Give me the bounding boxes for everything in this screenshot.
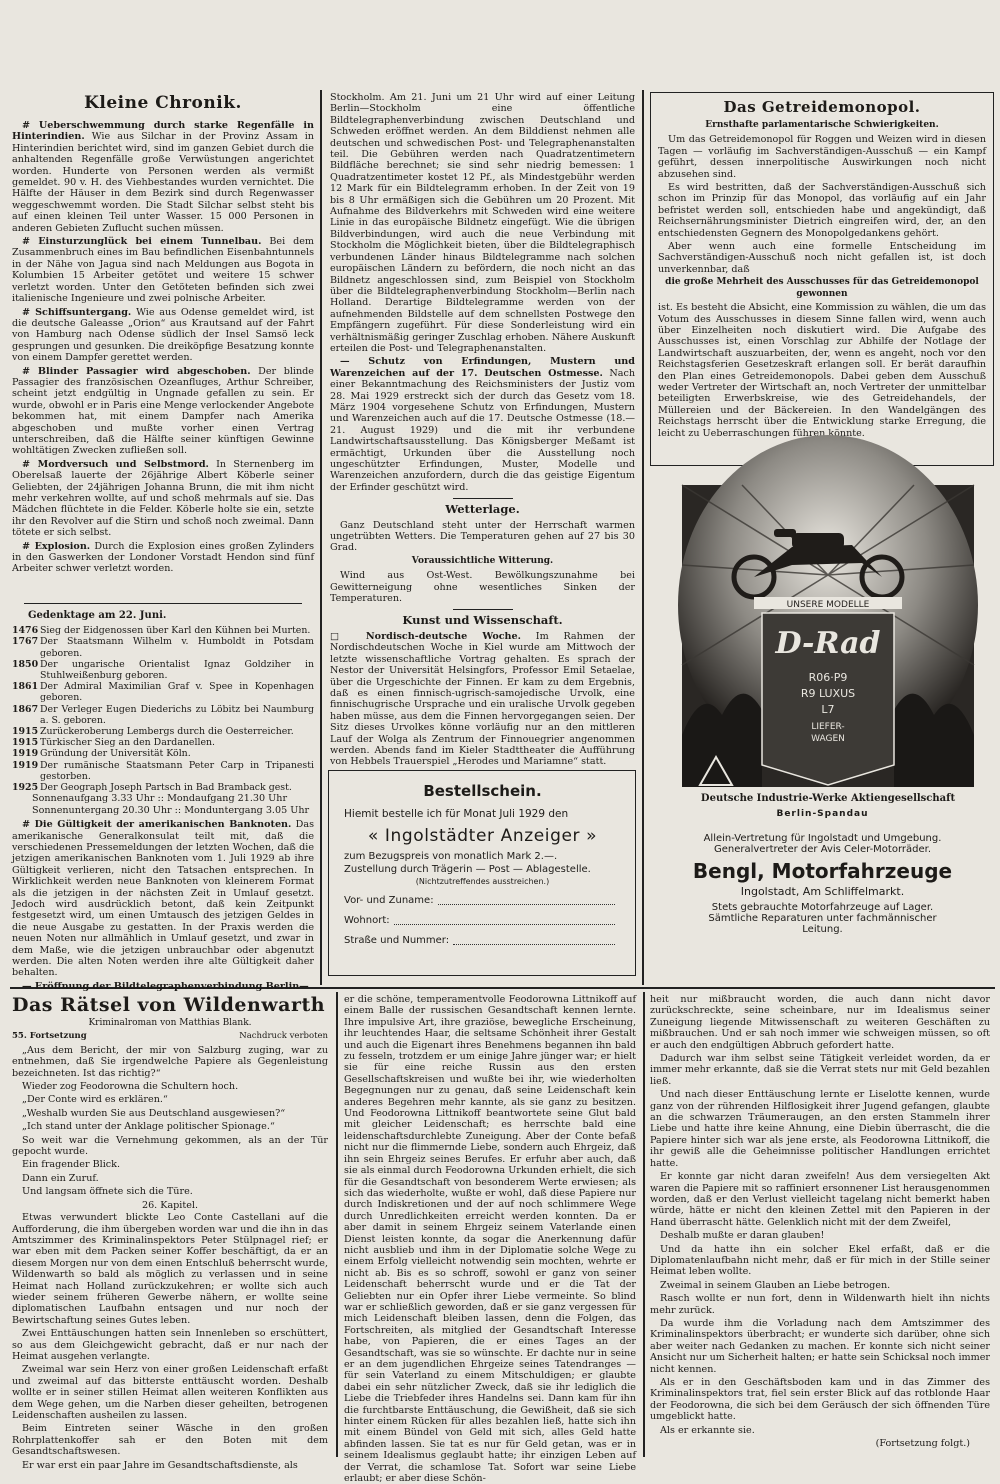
kunst-title: Kunst und Wissenschaft. [402, 613, 563, 628]
wohnort-field[interactable]: Wohnort: [344, 911, 635, 931]
gedenktag-item: 1867 Der Verleger Eugen Diederichs zu Löbitz bei Naumburg a. S. geboren. [12, 703, 314, 726]
d-rad-advertisement [682, 485, 974, 807]
getreide-paragraph: Um das Getreidemonopol für Roggen und Weizen wird in diesen Tagen — vorläufig im Sachverständigen-Ausschuß — ein Kampf geführt, dessen innerpolitische Auswirkungen noch nicht abzusehen sind. [658, 134, 986, 180]
roman-paragraph: Beim Eintreten seiner Wäsche in den großen Rohrplattenkoffer sah er den Boten mit dem Gesandtschaftswesen. [12, 1423, 328, 1458]
ad-footer-line: Allein-Vertretung für Ingolstadt und Umgebung. [703, 833, 942, 844]
roman-chapter: 26. Kapitel. [141, 1199, 199, 1211]
sun-times: Sonnenaufgang 3.33 Uhr :: Mondaufgang 21.30 Uhr [32, 793, 288, 805]
getreide-paragraph: Aber wenn auch eine formelle Entscheidung im Sachverständigen-Ausschuß noch nicht gefallen ist, ist doch unverkennbar, daß [658, 241, 986, 275]
bestellschein-price: zum Bezugspreis von monatlich Mark 2.—. [344, 851, 558, 862]
roman-paragraph: Rasch wollte er nun fort, denn in Wildenwarth hielt ihn nichts mehr zurück. [650, 1293, 990, 1316]
getreide-paragraph: Es wird bestritten, daß der Sachverständigen-Ausschuß sich schon im Prinzip für das Monopol, das vorläufig auf ein Jahr befristet werden soll, entschieden habe und angekündigt, daß Reichsernährungsminister Dietrich eingreifen wird, der, an den entschiedensten Gegnern des Monopolgedankens gehört. [658, 182, 986, 239]
chronik-paragraph: # Explosion. Durch die Explosion eines großen Zylinders in den Gaswerken der Londoner Vorstadt Hendon sind fünf Arbeiter schwer verletzt worden. [12, 540, 314, 575]
roman-paragraph: Als er erkannte sie. [660, 1424, 755, 1436]
roman-title: Das Rätsel von Wildenwarth [12, 994, 326, 1016]
kunst-paragraph: □ Nordisch-deutsche Woche. Im Rahmen der Nordischdeutschen Woche in Kiel wurde am Mittwoch der letzte wissenschaftliche Vortrag gehalten. Es sprach der Nestor der Universität Helsingfors, Professor Emil Setaelae, über die Urgeschichte der Finnen. Er kam zu dem Ergebnis, daß es einen finnisch-ugrisch-samojedische Urvolk, eine finnischugrische Ursprache und ein uralische Urvolk gegeben haben müsse, aus dem die Finnen hervorgegangen seien. Der Sitz dieses Urvolkes könne vorläufig nur an den mittleren Lauf der Wolga als Zentrum der Finnouegrier angenommen werden. Abends fand im Kieler Stadttheater die Aufführung von Hebbels Trauerspiel „Herodes und Mariamne“ statt. [330, 630, 635, 768]
bestellschein-note: (Nichtzutreffendes ausstreichen.) [415, 877, 550, 886]
ad-footer-line: Sämtliche Reparaturen unter fachmännischer [708, 913, 937, 924]
roman-paragraph: Und langsam öffnete sich die Türe. [22, 1186, 193, 1198]
roman-paragraph: „Der Conte wird es erklären.“ [22, 1094, 168, 1106]
ad-model: WAGEN [811, 734, 845, 744]
ad-maker: Deutsche Industrie-Werke Aktiengesellschaft [700, 793, 956, 804]
roman-paragraph: Da wurde ihm die Vorladung nach dem Amtszimmer des Kriminalinspektors überbracht; er wunderte sich darüber, ohne sich aber weiter nach Gedanken zu machen. Er konnte sich nicht seiner Ansicht nur um Sicherheit halten; er hatte sein Schicksal noch immer nicht kennen. [650, 1317, 990, 1375]
kleine-chronik-column [12, 92, 315, 992]
wetter-paragraph: Ganz Deutschland steht unter der Herrschaft warmen ungetrübten Wetters. Die Temperaturen gehen auf 27 bis 30 Grad. [330, 519, 635, 554]
gedenktag-item: 1850 Der ungarische Orientalist Ignaz Goldziher in Stuhlweißenburg geboren. [12, 658, 314, 682]
wetterlage-title: Wetterlage. [445, 502, 520, 517]
gedenktag-item: 1919 Der rumänische Staatsmann Peter Carp in Tripanesti gestorben. [12, 759, 314, 782]
ad-city: Berlin-Spandau [776, 809, 869, 819]
roman-paragraph: Zwei Enttäuschungen hatten sein Innenleben so erschüttert, so aus dem Gleichgewicht gebracht, daß er nur nach der Heimat ausgehen verlangte. [12, 1328, 328, 1362]
middle-column [330, 92, 635, 768]
roman-paragraph: Etwas verwundert blickte Leo Conte Castellani auf die Aufforderung, die ihm übergeben worden war und die ihn in das Amtszimmer des Kriminalinspektors Peter Stülpnagel rief; er war eben mit dem Packen seiner Koffer beschäftigt, da er an diesem Morgen nur von dem einen Entschluß beherrscht wurde, Wildenwarth so bald als möglich zu verlassen und in seine Heimat nach Holland zurückzukehren; er wollte sich auch wieder seinem früheren Gewerbe nähern, er wollte seine diplomatischen Laufbahn entsagen und nur noch der Bewirtschaftung seines Gutes leben. [12, 1212, 328, 1326]
roman-paragraph: Er konnte gar nicht daran zweifeln! Aus dem versiegelten Akt waren die Papiere mit so raffiniert ersonnener List herausgenommen worden, daß er den Verlust vielleicht tagelang nicht bemerkt haben würde, hätte er nicht den kleinen Zettel mit den Papieren in der Hand überrascht hätte. Gelenklich nicht mit der dem Zweifel, [650, 1171, 990, 1228]
roman-paragraph: Als er in den Geschäftsboden kam und in das Zimmer des Kriminalinspektors trat, fiel sein erster Blick auf das rotblonde Haar der Feodorowna, die sich bei dem Geräusch der sich öffnenden Türe umgeblickt hatte. [650, 1377, 990, 1423]
gedenktag-item: 1476 Sieg der Eidgenossen über Karl den Kühnen bei Murten. [12, 625, 311, 637]
roman-paragraph: Und nach dieser Enttäuschung lernte er Liselotte kennen, wurde ganz von der rührenden Hilflosigkeit ihrer Jugend gefangen, glaubte an die schwarzen Träumeraugen, an den ersten Stammeln ihrer Liebe und hatte ihre keine Ahnung, eine Diebin überrascht, die die Papiere hinter sich war als jene erste, als Feodorowna Littnikoff, die ihr gewiß alle die Geheimnisse politischer Handlungen errichtet hatte. [650, 1089, 990, 1169]
column-rule [643, 992, 645, 1457]
witterung-paragraph: Wind aus Ost-West. Bewölkungszunahme bei Gewitterneigung ohne wesentliches Sinken der Temperaturen. [330, 570, 635, 605]
ad-model: L7 [821, 703, 835, 716]
ad-footer [650, 808, 995, 935]
divider [453, 498, 513, 499]
ad-brand: D-Rad [775, 626, 881, 661]
bildtelegraph-paragraph: Stockholm. Am 21. Juni um 21 Uhr wird auf einer Leitung Berlin—Stockholm eine öffentliche Bildtelegraphenverbindung zwischen Deutschland und Schweden eröffnet werden. An dem Bilddienst nehmen alle deutschen und schwedischen Post- und Telegraphenanstalten teil. Die Gebühren werden nach Quadratzentimetern Bildfläche berechnet; sie sind sehr niedrig bemessen: 1 Quadratzentimeter kostet 12 Pf., als Mindestgebühr werden 12 Mark für ein Bildtelegramm erhoben. In der Zeit von 19 bis 8 Uhr ermäßigen sich die Gebühren um 20 Prozent. Mit Aufnahme des Bildverkehrs mit Schweden wird eine weitere Linie in das europäische Bildnetz eingefügt. Wie die übrigen Bildverbindungen, wird auch die neue Verbindung mit Stockholm die Möglichkeit bieten, über die Bildtelegraphisch verbundenen Länder hinaus Bildtelegramme nach solchen europäischen Ländern zu befördern, die noch nicht an das Bildnetz angeschlossen sind, zum Beispiel von Stockholm über die Bildtelegraphenverbindung Stockholm—Berlin nach Holland. Derartige Bildtelegramme werden von der aufnehmenden Bildstelle auf dem schnellsten Postwege den Empfängern zugeführt. Für diese Sonderleistung wird ein verhältnismäßig geringer Zuschlag erhoben. Nähere Auskunft erteilen die Post- und Telegraphenanstalten. [330, 92, 635, 354]
roman-subtitle: Kriminalroman von Matthias Blank. [88, 1018, 252, 1028]
bestellschein-title: Bestellschein. [423, 782, 542, 800]
roman-paragraph: er die schöne, temperamentvolle Feodorowna Littnikoff auf einem Balle der russischen Gesandtschaft kennen lernte. Ihre impulsive Art, ihre graziöse, bewegliche Erscheinung, ihr leuchtendes Haar, die seltsame Schönheit ihrer Gestalt und auch die Eigenart ihres Benehmens begannen ihn bald zu fesseln, trotzdem er um einige Jahre jünger war; er hielt sie für eine reiche Russin aus den ersten Gesellschaftskreisen und wußte bei ihr, wie wiederholten Begegnungen nur zu genau, daß seine Leidenschaft kein anderes Begehren mehr kannte, als sie ganz zu besitzen. Und Feodorowna Littnikoff beantwortete seine Glut bald mit gleicher Leidenschaft; es herrschte bald eine leidenschaftsdurchlebte Zuneigung. Aber der Conte befaß nicht nur die flimmernde Liebe, sondern auch Ehrgeiz, daß ihn sein Ehrgeiz seines Berufes. Er erfuhr aber auch, daß sie als einmal durch Feodorowna Urkunden erhielt, die sich für die Gesandtschaft von besonderem Werte erwiesen; als sich das wiederholte, wußte er wohl, daß diese Papiere nur durch Indiskretionen und der auf noch schlimmere Wege durch Unredlichkeiten erreicht werden konnten. Da er aber damit in seinem Ehrgeiz seinem Vaterlande einen Dienst leisten konnte, da sogar die Anerkennung dafür nicht ausblieb und ihm in der Diplomatie solche Wege zu einem Erfolg vielleicht notwendig sein mochten, wehrte er nicht ab. Bis es so schroff, sowohl er ganz von seiner Leidenschaft beherrscht wurde und er die Tat der Geliebten nur ein Opfer ihrer Liebe vermeinte. So blind war er schließlich geworden, daß er sie ganz vergessen für mich Leidenschaft bleiben lassen, denn die Folgen, das Fortschreiten, als mitglied der Gesandtschaft Interesse habe, von Papieren, die er eines Tages an der Gesandtschaft, was sie so wünschte. Er dachte nur in seine er an dem jugendlichen Ehrgeize seines Tatendranges — für sein Vaterland zu einem Mitschuldigen; er glaubte dabei ein sehr nützlicher Zweck, daß sie ihr lediglich die Liebe die Triebfeder ihres Handelns sei. Dann kam für ihn die furchtbarste Enttäuschung, die Gewißheit, daß sie sich hinter einem Rücken für alles bezahlen ließ, hatte sich ihn mit einem Bündel von Geld mit sich, alles Geld hatte abfinden lassen. Sie tat es nur für Geld getan, was er in seinem Idealismus geglaubt hatte; ihr einzigen Leben auf der Verrat, die schamlose Tat. Sofort war seine Liebe erlaubt; er aber diese Schön- [344, 994, 636, 1484]
ad-company: Bengl, Motorfahrzeuge [692, 859, 953, 883]
chronik-paragraph: # Ueberschwemmung durch starke Regenfälle in Hinterindien. Wie aus Silchar in der Provinz Assam in Hinterindien berichtet wird, sind im ganzen Gebiet durch die anhaltenden Regenfälle große Verwüstungen angerichtet worden. Hunderte von Personen werden als vermißt gemeldet. 90 v. H. des Viehbestandes wurden vernichtet. Die Hälfte der Häuser in dem Bezirk sind durch Regenwasser weggeschwemmt worden. Die Stadt Silchar selbst steht bis auf einen kleinen Teil unter Wasser. 15 000 Personen in anderen Gebieten Zuflucht suchen müssen. [12, 120, 314, 234]
getreide-column [658, 96, 986, 458]
gedenktage-title: Gedenktage am 22. Juni. [28, 609, 167, 621]
roman-meta: 55. Fortsetzung Nachdruck verboten [12, 1031, 328, 1042]
getreide-subtitle: Ernsthafte parlamentarische Schwierigkeiten. [705, 120, 939, 130]
divider [24, 603, 302, 604]
getreide-paragraph: ist. Es besteht die Absicht, eine Kommission zu wählen, die um das Votum des Ausschusses in diesem Sinne fallen wird, wenn auch über Einzelheiten noch diskutiert wird. Die Aufgabe des Ausschusses ist, einen Vorschlag zur Abhilfe der Notlage der Landwirtschaft auszuarbeiten, der, wenn es angeht, noch vor den Reichstagsferien Gesetzeskraft erlangen soll. Er berät daraufhin den Plan eines Getreidemonopols. Dabei geben dem Ausschuß weder Vertreter der Wirtschaft an, noch Vertreter der unmittelbar beteiligten Erwerbskreise, wie des Getreidehandels, der Müllereien und der Bäckereien. In den Wandelgängen des Reichstags herrscht über die Entwicklung starke Erregung, die leicht zu Ueberraschungen führen könnte. [658, 302, 986, 439]
column-rule [320, 90, 322, 985]
divider [453, 609, 513, 610]
roman-paragraph: Dadurch war ihm selbst seine Tätigkeit verleidet worden, da er immer mehr erkannte, daß sie die Verrat stets nur mit Geld bezahlen ließ. [650, 1053, 990, 1087]
roman-paragraph: Dann ein Zuruf. [22, 1172, 99, 1184]
column-rule [336, 992, 338, 1457]
bildtelegraph-lead: — Eröffnung der Bildtelegraphenverbindung Berlin— [22, 980, 309, 992]
getreide-highlight: die große Mehrheit des Ausschusses für das Getreidemonopol gewonnen [665, 277, 979, 299]
gedenktag-item: 1919 Gründung der Universität Köln. [12, 748, 191, 760]
chronik-paragraph: # Einsturzunglück bei einem Tunnelbau. Bei dem Zusammenbruch eines im Bau befindlichen Eisenbahntunnels in der Nähe von Jagua sind nach Meldungen aus Bogota in Kolumbien 15 Arbeiter getötet und weitere 15 schwer verletzt worden. Unter den Getöteten befinden sich zwei italienische Ingenieure und zwei polnische Arbeiter. [12, 236, 315, 305]
chronik-paragraph: # Mordversuch und Selbstmord. In Sternenberg im Oberelsaß lauerte der 26jährige Albert Köberle seiner Geliebten, der 24jährigen Johanna Brunn, die mit ihm nicht mehr verkehren wollte, auf und schoß mehrmals auf sie. Das Mädchen flüchtete in die Felder. Köberle holte sie ein, setzte ihr den Revolver auf die Stirn und schoß noch zweimal. Dann tötete er sich selbst. [12, 458, 315, 539]
gedenktag-item: 1767 Der Staatsmann Wilhelm v. Humboldt in Potsdam geboren. [12, 636, 314, 659]
gedenktag-item: 1915 Türkischer Sieg an den Dardanellen. [12, 737, 216, 749]
roman-paragraph: Zweimal war sein Herz von einer großen Leidenschaft erfaßt und zweimal auf das bitterste enttäuscht worden. Deshalb wollte er in seiner stillen Heimat allen weiteren Konflikten aus dem Wege gehen, um die Narben dieser geheilten, betrogenen Leidenschaften ausheilen zu lassen. [12, 1364, 328, 1421]
bestellschein [330, 772, 635, 974]
column-rule [642, 90, 644, 985]
roman-paragraph: „Aus dem Bericht, der mir von Salzburg zuging, war zu entnehmen, daß Sie irgendwelche Papiere als Gegenleistung bezeichneten. Ist das richtig?“ [12, 1044, 328, 1079]
ad-model: LIEFER- [811, 722, 845, 732]
schutz-paragraph: — Schutz von Erfindungen, Mustern und Warenzeichen auf der 17. Deutschen Ostmesse. Nach einer Bekanntmachung des Reichsministers der Justiz vom 28. Mai 1929 erstreckt sich der durch das Gesetz vom 18. März 1904 vorgesehene Schutz von Erfindungen, Mustern und Warenzeichen auch auf die 17. Deutsche Ostmesse (18.—21. August 1929) und die mit ihr verbundene Landwirtschaftsausstellung. Das Königsberger Meßamt ist ermächtigt, Urkunden über die Ausstellung noch ungeschützter Erfindungen, Muster, Modelle und Warenzeichen anzufordern, durch die das geistige Eigentum der Erfinder geschützt wird. [330, 356, 635, 493]
roman-paragraph: Deshalb mußte er daran glauben! [660, 1230, 825, 1242]
bestellschein-delivery: Zustellung durch Trägerin — Post — Ablagestelle. [344, 864, 591, 875]
chronik-paragraph: # Blinder Passagier wird abgeschoben. Der blinde Passagier des französischen Ozeanfluges, Arthur Schreiber, scheint jetzt endgültig in Ungnade gefallen zu sein. Er wurde, obwohl er in Paris eine Menge verlockender Angebote bekommen hat, mit einem Dampfer nach Amerika abgeschoben und mußte vorher einen Vertrag unterschreiben, daß die Hälfte seiner künftigen Gewinne wohltätigen Zwecken zufließen soll. [12, 365, 314, 457]
roman-paragraph: Ein fragender Blick. [22, 1159, 121, 1171]
ad-illustration [682, 485, 974, 807]
ad-footer-line: Stets gebrauchte Motorfahrzeuge auf Lager. [711, 902, 934, 913]
banknoten-paragraph: # Die Gültigkeit der amerikanischen Banknoten. Das amerikanische Generalkonsulat teilt mit, daß die verschiedenen Pressemeldungen der letzten Wochen, daß die jetzigen amerikanischen Banknoten vom 1. Juli 1929 ab ihre Gültigkeit verlieren, nicht den Tatsachen entsprechen. In Wirklichkeit werden neue Banknoten von kleinerem Format als die jetzigen in der nächsten Zeit in Umlauf gesetzt. Jedoch wird ausdrücklich betont, daß kein Zeitpunkt festgesetzt wird, um einen Umtausch des jetzigen Geldes in die neue Ausgabe zu gestatten. In der Praxis werden die neuen Noten nur allmählich in Umlauf gesetzt, und zwar in dem Maße, wie die jetzigen unbrauchbar oder abgenutzt werden. Die alten Noten werden ihre alte Gültigkeit daher behalten. [12, 819, 314, 979]
ad-address: Ingolstadt, Am Schliffelmarkt. [740, 885, 905, 898]
newspaper-name: « Ingolstädter Anzeiger » [367, 826, 598, 846]
kleine-chronik-title: Kleine Chronik. [84, 93, 242, 113]
strasse-field[interactable]: Straße und Nummer: [344, 931, 635, 951]
roman-paragraph: heit nur mißbraucht worden, die auch dann nicht davor zurückschreckte, seine scheinbare, nur im Idealismus seiner Zuneigung liegende Mitwissenschaft zu weiteren Geschäften zu mißbrauchen. Und er sah noch immer wie schweigen müssen, so oft er auch den endgültigen Abbruch gefordert hatte. [650, 994, 990, 1051]
roman-column-1 [12, 994, 328, 1471]
roman-paragraph: Wieder zog Feodorowna die Schultern hoch. [22, 1081, 239, 1093]
bestellschein-text: Hiemit bestelle ich für Monat Juli 1929 den [344, 808, 569, 820]
roman-paragraph: Er war erst ein paar Jahre im Gesandtschaftsdienste, als [22, 1459, 298, 1471]
gedenktag-item: 1861 Der Admiral Maximilian Graf v. Spee in Kopenhagen geboren. [12, 681, 314, 704]
roman-paragraph: „Weshalb wurden Sie aus Deutschland ausgewiesen?“ [22, 1107, 286, 1119]
name-field[interactable]: Vor- und Zuname: [344, 891, 635, 911]
ad-footer-line: Generalvertreter der Avis Celer-Motorräder. [713, 844, 932, 855]
roman-continued: (Fortsetzung folgt.) [875, 1438, 970, 1450]
witterung-subtitle: Voraussichtliche Witterung. [411, 555, 554, 566]
roman-paragraph: Und da hatte ihn ein solcher Ekel erfaßt, daß er die Diplomatenlaufbahn nicht mehr, daß er für mich in der Stille seiner Heimat leben wollte. [650, 1243, 990, 1278]
sun-times: Sonnenuntergang 20.30 Uhr :: Monduntergang 3.05 Uhr [32, 804, 310, 816]
gedenktag-item: 1925 Der Geograph Joseph Partsch in Bad Bramback gest. [12, 782, 292, 794]
roman-column-2 [344, 994, 636, 1484]
roman-column-3 [650, 994, 990, 1460]
getreide-title: Das Getreidemonopol. [723, 98, 921, 116]
chronik-paragraph: # Schiffsuntergang. Wie aus Odense gemeldet wird, ist die deutsche Galeasse „Orion“ aus Krautsand auf der Fahrt von Hamburg nach Odense südlich der Insel Samsö leck gesprungen und gesunken. Die dreiköpfige Besatzung konnte von einem Dampfer gerettet werden. [12, 306, 314, 364]
ad-models-label: UNSERE MODELLE [786, 600, 870, 610]
roman-paragraph: „Ich stand unter der Anklage politischer Spionage.“ [22, 1121, 275, 1133]
ad-model: R06·P9 [808, 671, 848, 684]
ad-model: R9 LUXUS [800, 687, 856, 700]
roman-paragraph: Zweimal in seinem Glauben an Liebe betrogen. [660, 1279, 891, 1291]
ad-footer-line: Leitung. [802, 924, 843, 935]
roman-paragraph: So weit war die Vernehmung gekommen, als an der Tür gepocht wurde. [12, 1134, 328, 1158]
gedenktag-item: 1915 Zurückeroberung Lembergs durch die Oesterreicher. [12, 726, 294, 738]
